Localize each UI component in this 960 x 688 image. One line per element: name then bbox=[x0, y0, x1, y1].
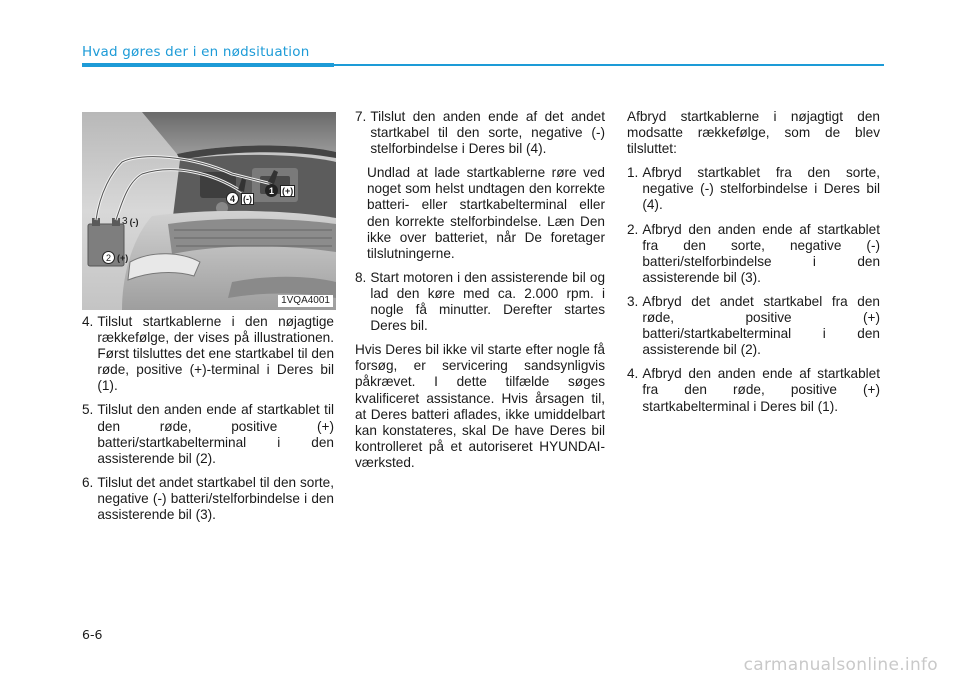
step-6 bbox=[82, 475, 334, 523]
step-8-text: Start motoren i den assisterende bil og lad den køre med ca. 2.000 rpm. i nogle få minutter. Derefter startes Deres bil. bbox=[370, 269, 605, 334]
step-5 bbox=[82, 402, 334, 466]
step-7 bbox=[355, 109, 605, 157]
disconnect-step-3 bbox=[627, 294, 880, 358]
disconnect-step-2 bbox=[627, 222, 880, 286]
disconnect-step-4-text: Afbryd den anden ende af startkablet fra den røde, positive (+) startkabelterminal i Deres bil (1). bbox=[642, 366, 880, 414]
step-6-text: Tilslut det andet startkabel til den sorte, negative (-) batteri/stelforbindelse i den assisterende bil (3). bbox=[97, 474, 334, 523]
callout-3-sign: (-) bbox=[129, 216, 139, 227]
step-7-number: 7. bbox=[355, 109, 367, 124]
jump-start-illustration bbox=[82, 112, 336, 310]
step-5-number: 5. bbox=[82, 402, 94, 418]
column-1 bbox=[82, 314, 334, 531]
disconnect-step-4-number: 4. bbox=[627, 366, 639, 382]
disconnect-step-3-number: 3. bbox=[627, 293, 639, 309]
step-4-number: 4. bbox=[82, 314, 94, 329]
callout-4 bbox=[226, 192, 254, 205]
callout-4-sign: (-) bbox=[243, 193, 252, 204]
page-number: 6-6 bbox=[82, 627, 103, 642]
figure-code: 1VQA4001 bbox=[278, 295, 333, 307]
column-3 bbox=[627, 109, 880, 423]
callout-1-sign: (+) bbox=[282, 185, 294, 196]
step-7-note: Undlad at lade startkablerne røre ved noget som helst undtagen den korrekte batteri- eller startkabelterminal eller den korrekte stelforbindelse. Læn Den ikke over batteriet, når De foretager tilslutningerne. bbox=[367, 165, 605, 261]
callout-2 bbox=[102, 251, 128, 264]
disconnect-step-1-text: Afbryd startkablet fra den sorte, negative (-) stelforbindelse i Deres bil (4). bbox=[642, 165, 880, 213]
column-2 bbox=[355, 109, 605, 479]
car-engine-bay-drawing bbox=[82, 112, 336, 310]
header-rule-thin bbox=[334, 64, 884, 66]
callout-3 bbox=[122, 216, 139, 227]
callout-1 bbox=[265, 184, 295, 197]
callout-4-number: 4 bbox=[226, 192, 239, 205]
step-8-number: 8. bbox=[355, 269, 367, 285]
callout-2-number: 2 bbox=[102, 251, 115, 264]
step-4 bbox=[82, 314, 334, 394]
disconnect-step-4 bbox=[627, 366, 880, 414]
section-title: Hvad gøres der i en nødsituation bbox=[82, 44, 310, 60]
step-8 bbox=[355, 270, 605, 334]
watermark[interactable]: carmanualsonline.info bbox=[743, 655, 938, 675]
disconnect-step-1 bbox=[627, 165, 880, 213]
callout-1-number: 1 bbox=[265, 184, 278, 197]
step-7-text: Tilslut den anden ende af det andet startkabel til den sorte, negative (-) stelforbindelse i Deres bil (4). bbox=[370, 109, 605, 157]
disconnect-step-2-text: Afbryd den anden ende af startkablet fra den sorte, negative (-) batteri/stelforbindelse i den assisterende bil (3). bbox=[642, 221, 880, 285]
disconnect-step-3-text: Afbryd det andet startkabel fra den røde, positive (+) batteri/startkabelterminal i den assisterende bil (2). bbox=[642, 293, 880, 358]
callout-2-sign: (+) bbox=[117, 252, 129, 263]
step-5-text: Tilslut den anden ende af startkablet til den røde, positive (+) batteri/startkabelterminal i den assisterende bil (2). bbox=[97, 402, 334, 466]
disconnect-intro: Afbryd startkablerne i nøjagtigt den modsatte rækkefølge, som de blev tilsluttet: bbox=[627, 109, 880, 157]
paragraph-start-failure: Hvis Deres bil ikke vil starte efter nogle få forsøg, er servicering sandsynligvis påkrævet. I dette tilfælde søges kvalificeret assistance. Hvis årsagen til, at Deres batteri aflades, ikke umiddelbart kan konstateres, skal De have Deres bil kontrolleret på et autoriseret HYUNDAI-værksted. bbox=[355, 342, 605, 470]
header-rule-thick bbox=[82, 63, 334, 67]
callout-3-number: 3 bbox=[122, 216, 128, 227]
disconnect-step-2-number: 2. bbox=[627, 221, 639, 237]
step-6-number: 6. bbox=[82, 474, 94, 490]
disconnect-step-1-number: 1. bbox=[627, 165, 639, 181]
step-4-text: Tilslut startkablerne i den nøjagtige rækkefølge, der vises på illustrationen. Først tilsluttes det ene startkabel til den røde, positive (+)-terminal i Deres bil (1). bbox=[97, 314, 334, 394]
